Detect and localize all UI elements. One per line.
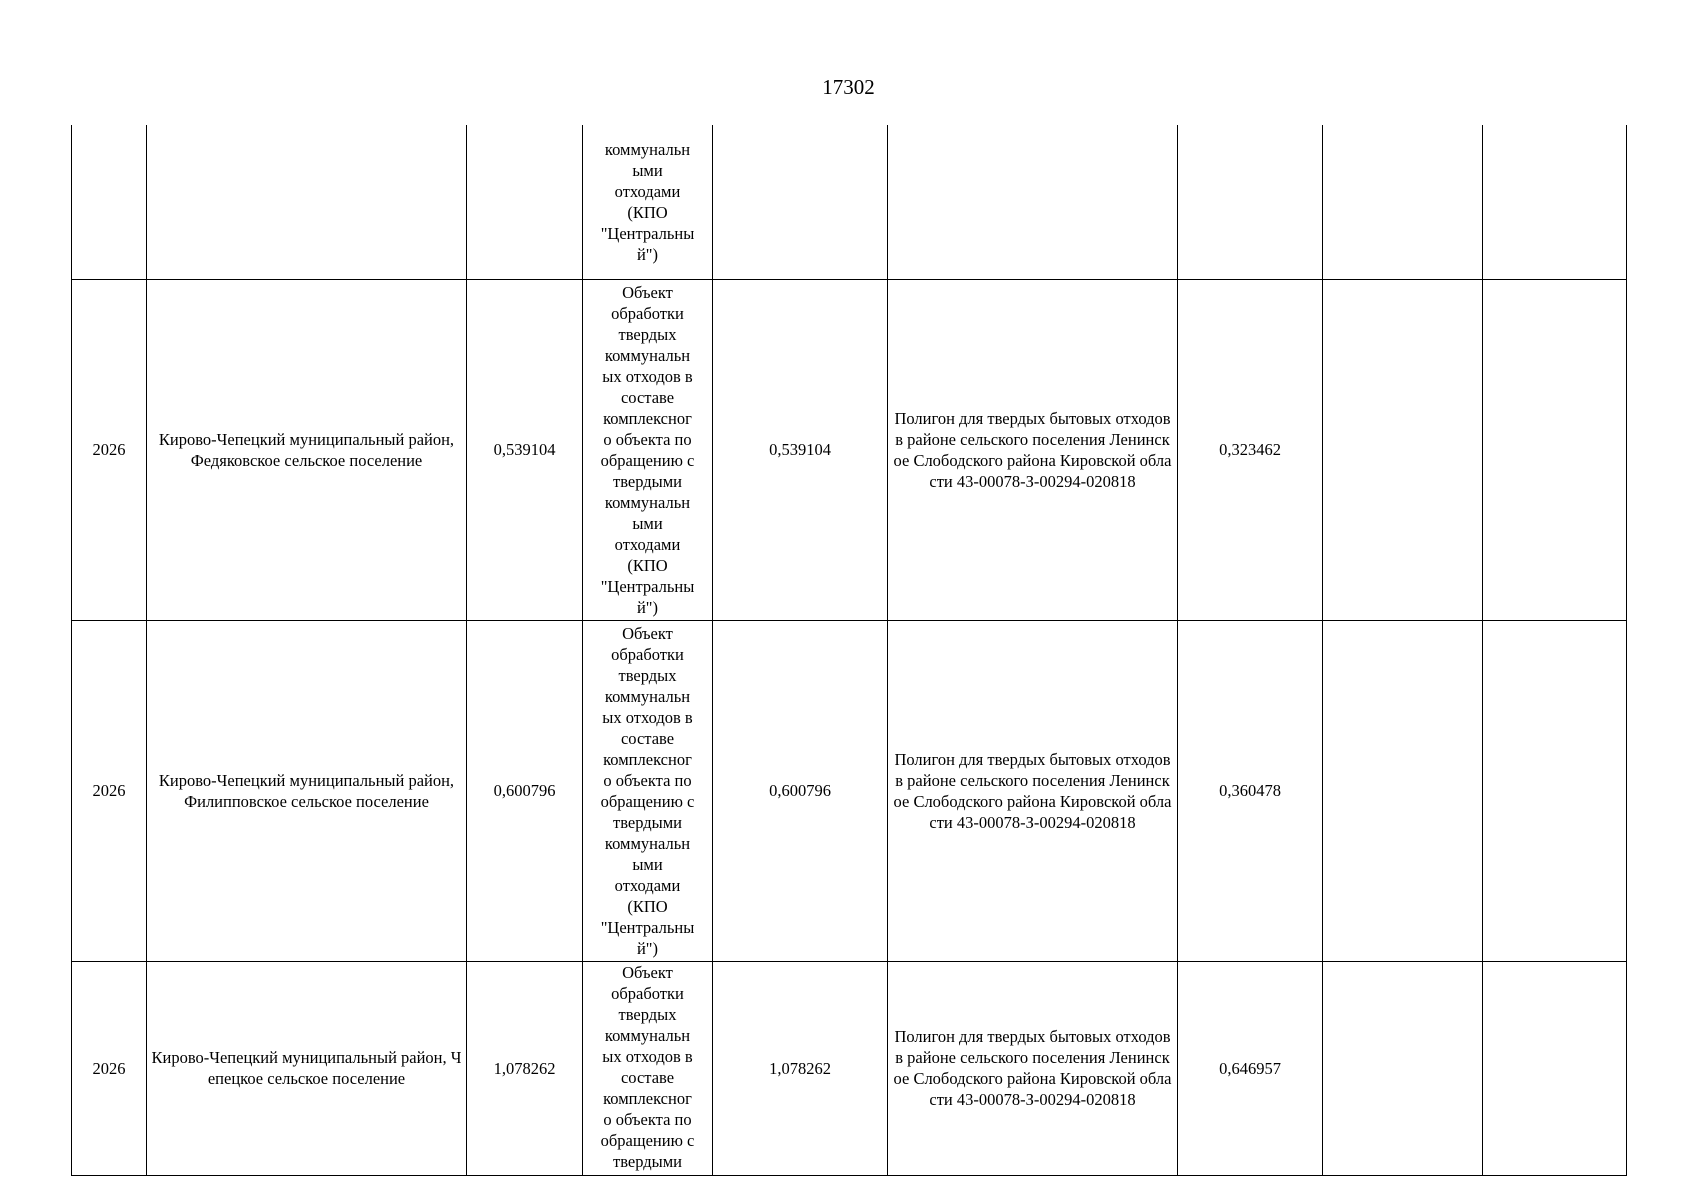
processing-object-cell [583,279,713,620]
empty-cell [1483,125,1627,279]
disposal-volume-cell: 0,646957 [1178,961,1323,1175]
table-row [72,961,1627,1175]
processed-volume-cell: 1,078262 [713,961,888,1175]
processing-object-text: Объект обработки твердых коммунальн ых отходов в составе комплексног о объекта по обращению с твердыми коммунальн ыми отходами (КПО "Центральны й") [600,623,695,958]
municipality-cell: Кирово-Чепецкий муниципальный район, Чепецкое сельское поселение [147,961,467,1175]
processing-object-cell [583,620,713,961]
table-row [72,279,1627,620]
processed-volume-cell: 0,600796 [713,620,888,961]
processed-volume-cell [713,125,888,279]
empty-cell [1323,961,1483,1175]
volume-cell: 1,078262 [467,961,583,1175]
processing-object-text: Объект обработки твердых коммунальн ых отходов в составе комплексног о объекта по обращению с твердыми коммунальн ыми отходами (КПО "Центральны й") [600,282,695,617]
processing-object-cell [583,961,713,1175]
data-table [71,125,1627,1176]
disposal-volume-cell [1178,125,1323,279]
page-number: 17302 [822,75,875,99]
year-cell: 2026 [72,279,147,620]
empty-cell [1323,279,1483,620]
landfill-cell: Полигон для твердых бытовых отходов в районе сельского поселения Ленинское Слободского района Кировской области 43-00078-З-00294-020818 [888,961,1178,1175]
empty-cell [1323,125,1483,279]
year-cell: 2026 [72,961,147,1175]
volume-cell: 0,600796 [467,620,583,961]
landfill-cell: Полигон для твердых бытовых отходов в районе сельского поселения Ленинское Слободского района Кировской области 43-00078-З-00294-020818 [888,279,1178,620]
processing-object-cell [583,125,713,279]
disposal-volume-cell: 0,360478 [1178,620,1323,961]
municipality-cell: Кирово-Чепецкий муниципальный район, Филипповское сельское поселение [147,620,467,961]
table-row [72,125,1627,279]
municipality-cell [147,125,467,279]
empty-cell [1483,961,1627,1175]
processing-object-text: коммунальн ыми отходами (КПО "Центральны й") [600,139,695,264]
volume-cell: 0,539104 [467,279,583,620]
processing-object-text: Объект обработки твердых коммунальн ых отходов в составе комплексног о объекта по обращению с твердыми [600,962,695,1171]
landfill-cell [888,125,1178,279]
disposal-volume-cell: 0,323462 [1178,279,1323,620]
processed-volume-cell: 0,539104 [713,279,888,620]
volume-cell [467,125,583,279]
empty-cell [1483,279,1627,620]
year-cell [72,125,147,279]
year-cell: 2026 [72,620,147,961]
municipality-cell: Кирово-Чепецкий муниципальный район, Федяковское сельское поселение [147,279,467,620]
table-row [72,620,1627,961]
empty-cell [1323,620,1483,961]
empty-cell [1483,620,1627,961]
landfill-cell: Полигон для твердых бытовых отходов в районе сельского поселения Ленинское Слободского района Кировской области 43-00078-З-00294-020818 [888,620,1178,961]
